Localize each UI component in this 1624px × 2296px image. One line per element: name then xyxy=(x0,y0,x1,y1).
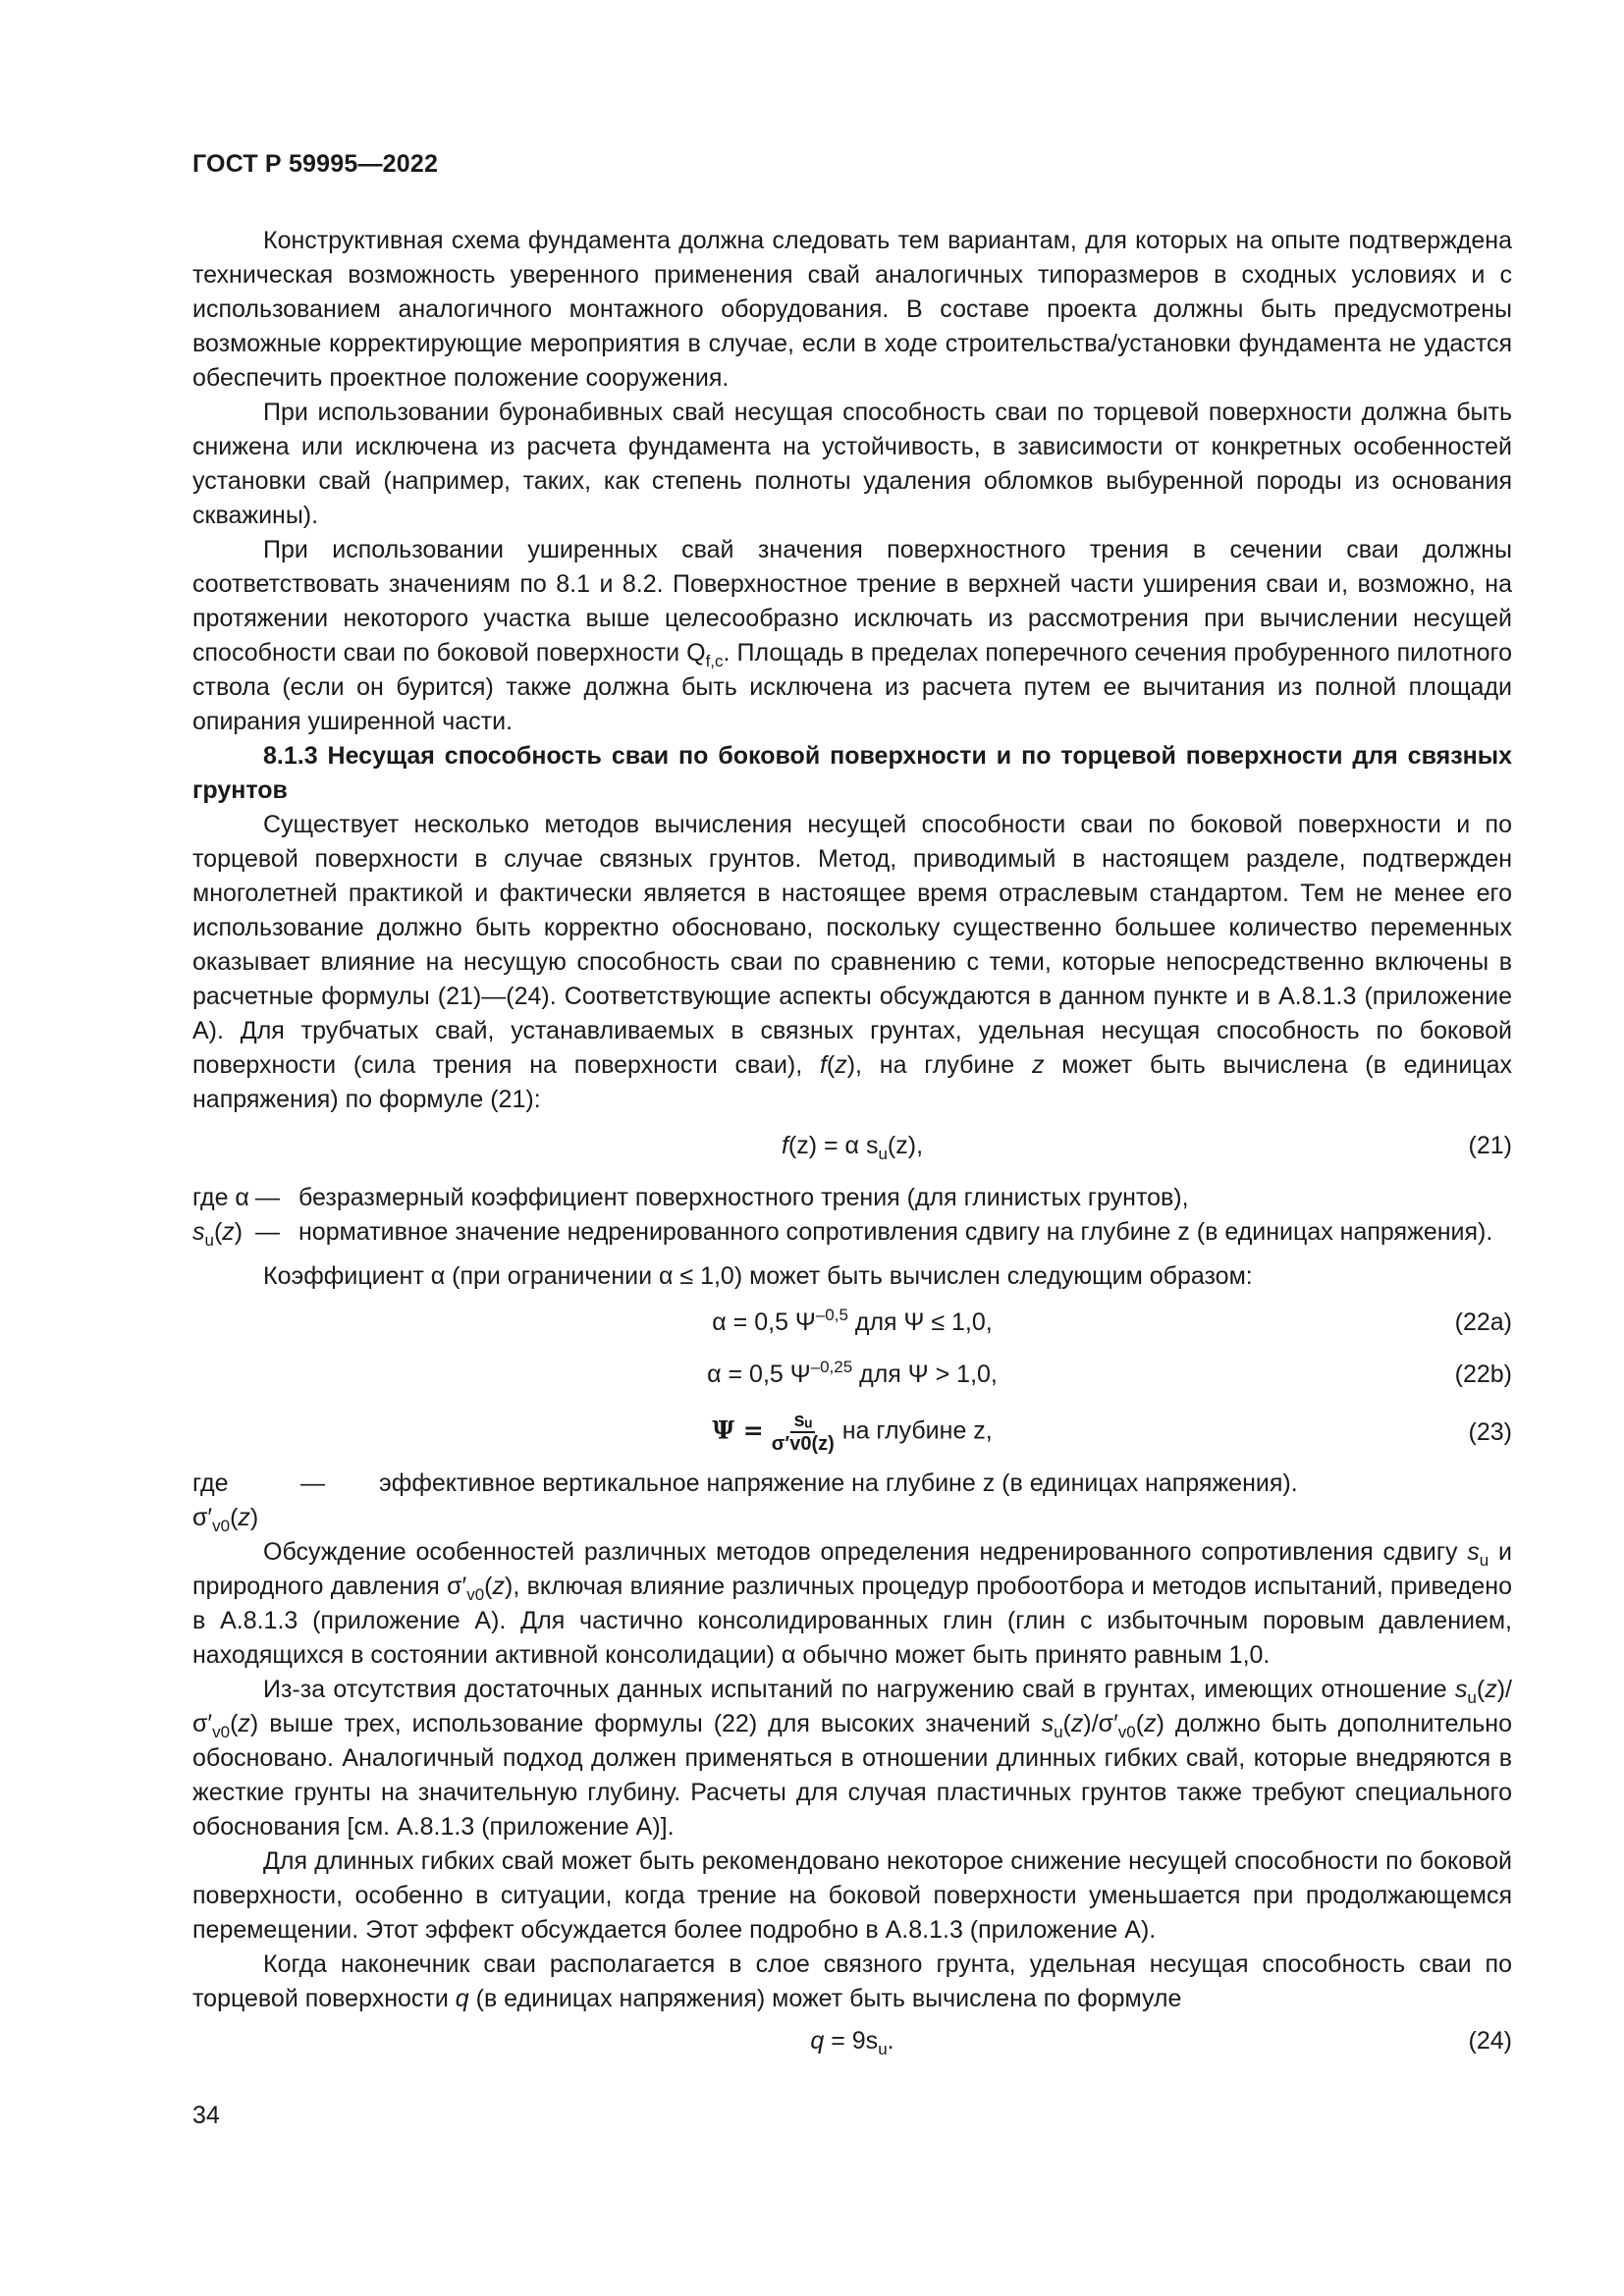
document-header: ГОСТ Р 59995—2022 xyxy=(192,150,439,178)
formula-23 xyxy=(192,1410,1512,1455)
section-heading-8-1-3: 8.1.3 Несущая способность сваи по боковой поверхности и по торцевой поверхности для связных грунтов xyxy=(192,742,1512,804)
page-number: 34 xyxy=(192,2102,220,2129)
definition-sigma-text: эффективное вертикальное напряжение на глубине z (в единицах напряжения). xyxy=(379,1469,1298,1497)
definition-sigma: где $\sigma'_{v0}(z)$ — эффективное вертикальное напряжение на глубине z (в единицах напряжения). xyxy=(192,1467,1512,1535)
definition-alpha-symbol: где α xyxy=(192,1184,249,1211)
paragraph-construction-scheme: Конструктивная схема фундамента должна следовать тем вариантам, для которых на опыте подтверждена техническая возможность уверенного применения свай аналогичных типоразмеров в сходных условиях и с использованием аналогичного монтажного оборудования. В составе проекта должны быть предусмотрены возможные корректирующие мероприятия в случае, если в ходе строительства/установки фундамента не удастся обеспечить проектное положение сооружения. xyxy=(192,227,1512,392)
formula-24-number: (24) xyxy=(1468,2027,1512,2055)
definition-su-text: нормативное значение недренированного сопротивления сдвигу на глубине z (в единицах напряжения). xyxy=(298,1218,1493,1246)
paragraph-methods: Существует несколько методов вычисления несущей способности сваи по боковой поверхности и по торцевой поверхности в случае связных грунтов. Метод, приводимый в настоящем разделе, подтвержден многолетней практикой и фактически является в настоящее время отраслевым стандартом. Тем не менее его использование должно быть корректно обосновано, поскольку существенно большее количество переменных оказывает влияние на несущую способность сваи по сравнению с теми, которые непосредственно включены в расчетные формулы (21)—(24). Соответствующие аспекты обсуждаются в данном пункте и в А.8.1.3 (приложение А). Для трубчатых свай, устанавливаемых в связных грунтах, удельная несущая способность по боковой поверхности (сила трения на поверхности сваи), f(z), на глубине z может быть вычислена (в единицах напряжения) по формуле (21): xyxy=(192,811,1513,1113)
paragraph-belled-piles: При использовании уширенных свай значения поверхностного трения в сечении сваи должны соответствовать значениям по 8.1 и 8.2. Поверхностное трение в верхней части уширения сваи и, возможно, на протяжении некоторого участка выше целесообразно исключать из рассмотрения при вычислении несущей способности сваи по боковой поверхности $Q_{f,c}$. Площадь в пределах поперечного сечения пробуренного пилотного ствола (если он бурится) также должна быть исключена из расчета путем ее вычитания из полной площади опирания уширенной части. xyxy=(192,536,1512,735)
paragraph-discussion: Обсуждение особенностей различных методов определения недренированного сопротивления сдвигу $s_u$ и природного давления $\sigma'_{v0}(z)$, включая влияние различных процедур пробоотбора и методов испытаний, приведено в А.8.1.3 (приложение А). Для частично консолидированных глин (глин с избыточным поровым давлением, находящихся в состоянии активной консолидации) α обычно может быть принято равным 1,0. xyxy=(192,1538,1512,1669)
definition-alpha: где α — безразмерный коэффициент поверхностного трения (для глинистых грунтов), xyxy=(192,1181,1512,1215)
paragraph-bored-piles: При использовании буронабивных свай несущая способность сваи по торцевой поверхности должна быть снижена или исключена из расчета фундамента на устойчивость, в зависимости от конкретных особенностей установки свай (например, таких, как степень полноты удаления обломков выбуренной породы из основания скважины). xyxy=(192,399,1512,529)
paragraph-long-piles: Для длинных гибких свай может быть рекомендовано некоторое снижение несущей способности по боковой поверхности, особенно в ситуации, когда трение на боковой поверхности уменьшается при продолжающемся перемещении. Этот эффект обсуждается более подробно в А.8.1.3 (приложение А). xyxy=(192,1847,1512,1944)
formula-21-expression: f(z) = α $s_u(z)$, xyxy=(781,1132,924,1163)
formula-22b xyxy=(192,1358,1512,1392)
formula-23-tail: на глубине z, xyxy=(841,1416,993,1445)
formula-21 xyxy=(192,1129,1512,1163)
definition-su-symbol: $s_u(z)$ xyxy=(192,1218,244,1250)
paragraph-coefficient: Коэффициент α (при ограничении α ≤ 1,0) может быть вычислен следующим образом: xyxy=(263,1262,1253,1290)
formula-23-lhs: Ψ = xyxy=(712,1415,764,1445)
formula-22b-expression: α = 0,5 $\Psi^{-0,25}$ для Ψ > 1,0, xyxy=(707,1358,998,1388)
paragraph-insufficient-data: Из-за отсутствия достаточных данных испытаний по нагружению свай в грунтах, имеющих отношение $s_u(z)/\sigma'_{v0}(z)$ выше трех, использование формулы (22) для высоких значений $s_u(z)/\sigma'_{v0}(z)$ должно быть дополнительно обосновано. Аналогичный подход должен применяться в отношении длинных гибких свай, которые внедряются в жесткие грунты на значительную глубину. Расчеты для случая пластичных грунтов также требуют специального обоснования [см. А.8.1.3 (приложение А)]. xyxy=(192,1676,1512,1841)
formula-22a xyxy=(192,1306,1512,1340)
formula-21-number: (21) xyxy=(1468,1132,1512,1159)
definition-sigma-symbol: где $\sigma'_{v0}(z)$ xyxy=(192,1469,259,1535)
document-body xyxy=(192,224,1512,2076)
formula-22b-number: (22b) xyxy=(1454,1361,1512,1388)
formula-22a-number: (22a) xyxy=(1454,1308,1512,1336)
formula-24-expression: $q = 9s_u$. xyxy=(810,2027,894,2058)
formula-24 xyxy=(192,2024,1512,2058)
paragraph-tip-bearing: Когда наконечник сваи располагается в слое связного грунта, удельная несущая способность сваи по торцевой поверхности q (в единицах напряжения) может быть вычислена по формуле xyxy=(192,1950,1512,2012)
formula-23-expression xyxy=(192,1410,1512,1455)
definition-alpha-text: безразмерный коэффициент поверхностного трения (для глинистых грунтов), xyxy=(298,1184,1189,1211)
formula-22a-expression: α = 0,5 $\Psi^{-0,5}$ для Ψ ≤ 1,0, xyxy=(712,1306,993,1336)
formula-23-fraction: $\frac{\text{sᵤ}}{\sigma'v0(z)}$ xyxy=(771,1410,835,1455)
definition-su: $s_u(z)$ — нормативное значение недренированного сопротивления сдвигу на глубине z (в единицах напряжения). xyxy=(192,1215,1512,1250)
formula-23-number: (23) xyxy=(1468,1418,1512,1446)
